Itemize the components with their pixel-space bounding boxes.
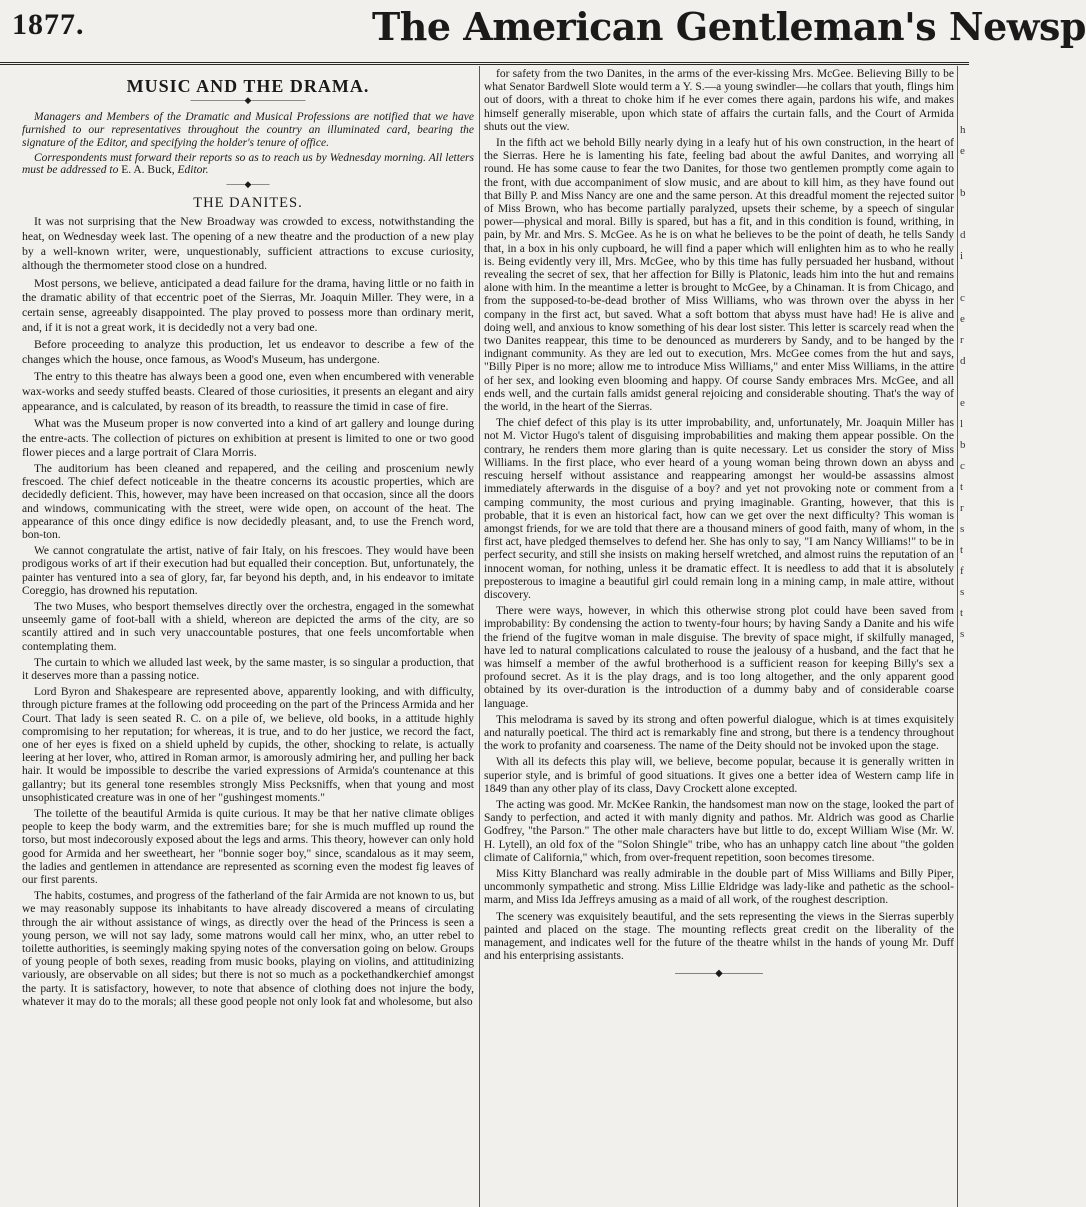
- newspaper-title: The American Gentleman's Newsp: [372, 4, 1086, 49]
- edge-letter: s: [960, 586, 965, 598]
- edge-letter: i: [960, 250, 964, 262]
- notice-text: , Editor.: [171, 164, 209, 177]
- article-body-right: [484, 68, 954, 963]
- article-paragraph: We cannot congratulate the artist, native of fair Italy, on his frescoes. They would have been prodigous works of art if their execution had but equalled their conception. But, unfortunately, the painter has ventured into a sea of glory, far, far beyond his depth, and, in his endeavor to imitate Coreggio, has drowned his reputation.: [22, 545, 474, 597]
- article-paragraph: The curtain to which we alluded last week, by the same master, is so singular a production, that it deserves more than a passing notice.: [22, 656, 474, 682]
- left-column: [22, 68, 474, 1207]
- article-paragraph: What was the Museum proper is now converted into a kind of art gallery and lounge during the entre-acts. The collection of pictures on exhibition at present is limited to one or two good flower pieces and a large portrait of Clara Morris.: [22, 416, 474, 460]
- edge-letter: c: [960, 460, 965, 472]
- edge-letter: d: [960, 355, 966, 367]
- column-rule: [479, 66, 480, 1207]
- edge-letter: [960, 162, 969, 183]
- article-lead: [22, 214, 474, 460]
- article-paragraph: In the fifth act we behold Billy nearly dying in a leafy hut of his own construction, in the heart of the Sierras. Here he is lamenting his fate, feeling bad about the awful Danites, and worrying all round. He has some cause to fear the two Danites, for those two gentlemen promptly come again to the front, with due accompaniment of slow music, and are about to kill him, as they have found out that Billy P. and Miss Nancy are one and the same person. At this dreadful moment the rejected suitor of Miss Brown, who has become partially paralyzed, upsets their scheme, by a speech of singular power—physical and moral. Billy is spared, but has a fit, and in this condition is found, writhing, in pain, by Mr. and Mrs. S. McGee. As he is on what he believes to be the point of death, he tells Sandy that, in a box in his only cupboard, he will find a paper which will enlighten him as to who he really is. Being evidently very ill, Mrs. McGee, who by this time has fully persuaded her husband, without revealing the secret of sex, that her affection for Billy is Platonic, leads him into the hut and remains alone with him. In the meantime a letter is brought to McGee, by a Chinaman. It is from Chicago, and from the supposed-to-be-dead brother of Miss Williams, who was thrown over the abyss in her company in the first act, but saved. What a soft bottom that abyss must have had! He is alive and doing well, and anxious to know something of his dear lost sister. This letter is scarcely read when the two Danites reappear, this time to be denounced as murderers by Sandy, and to be hanged by the indignant community. As they are led out to execution, Mrs. McGee comes from the hut and says, "Billy Piper is no more; allow me to introduce Miss Williams," and enter Miss Williams, in the attire of her sex, and looking even blooming and happy. Of course Sandy embraces Mrs. McGee, and all ends well, and the curtain falls amidst general rejoicing and considerable shouting. That's the way of the world, in the heart of the Sierras.: [484, 137, 954, 414]
- article-paragraph: The scenery was exquisitely beautiful, and the sets representing the views in the Sierras superbly painted and placed on the stage. The mounting reflects great credit on the liberality of the management, and indicates well for the future of the theatre whilst in the hands of young Mr. Duff and his enterprising assistants.: [484, 910, 954, 963]
- masthead: [0, 0, 1086, 65]
- edge-letter: s: [960, 628, 965, 640]
- column-rule: [957, 66, 958, 1207]
- edge-letter: c: [960, 292, 965, 304]
- notice-text: Correspondents must forward their reports so as to reach us by Wednesday morning. All letters must be addressed to: [22, 151, 474, 177]
- edge-letter: [960, 204, 969, 225]
- ornament-divider: ——◆——: [226, 179, 270, 190]
- edge-letter: e: [960, 397, 965, 409]
- end-ornament: ————◆————: [675, 968, 763, 980]
- edge-letter: r: [960, 502, 964, 514]
- article-paragraph: The chief defect of this play is its utter improbability, and, unfortunately, Mr. Joaquin Miller has not M. Victor Hugo's talent of disguising improbabilities and making them appear possible. On the contrary, he renders them more glaring than is quite necessary. Let us consider the story of Miss Williams. In the first place, who ever heard of a young woman being thrown down an abyss and rescuing herself without assistance and reappearing amongst her would-be assassins almost immediately afterwards in the disguise of a boy? and yet not provoking note or comment from a camping community, the most curious and prying imaginable. Granting, however, that this is probable, that it is even an historical fact, how can we get over the next difficulty? This woman is amongst friends, for we are told that there are a thousand miners of good faith, many of whom, in the first act, have pledged themselves to defend her. She has only to say, "I am Nancy Williams!" to be in perfect security, and still she insists on making herself wretched, and almost ruins the reputation of an innocent woman, for nothing, unless it be dramatic effect. It is needless to add that it is absolutely preposterous to imagine a beautiful girl could remain long in a mining camp, in male attire, without discovery.: [484, 417, 954, 601]
- edge-letter: f: [960, 565, 964, 577]
- edge-letter: l: [960, 418, 964, 430]
- section-title: MUSIC AND THE DRAMA.: [126, 76, 370, 96]
- edge-letter: b: [960, 187, 966, 199]
- article-paragraph: There were ways, however, in which this otherwise strong plot could have been saved from improbability: By condensing the action to twenty-four hours; by having Sandy a Danite and his wife the friend of the fugitve woman in male disguise. The brevity of space might, if skilfully managed, have led to natural complications calculated to rouse the jealousy of a husband, and the fact that he was himself a member of the awful brotherhood is a sufficient reason for keeping Billy's sex a profound secret. As it is the play drags, and is too long altogether, and the only apparent good obtained by its over-duration is the introduction of a dummy baby and of considerable coarse language.: [484, 605, 954, 710]
- article-body-left: [22, 463, 474, 1009]
- correspondents-notice: [22, 152, 474, 178]
- edge-letter: d: [960, 229, 966, 241]
- edge-letter: t: [960, 607, 964, 619]
- article-paragraph: The acting was good. Mr. McKee Rankin, the handsomest man now on the stage, looked the part of Sandy to perfection, and acted it with manly dignity and pathos. Mr. Aldrich was good as Charlie Godfrey, "the Parson." The other male characters have but little to do, except William Wise (Mr. W. H. Lytell), an old fox of the "Solon Shingle" tribe, who has an unhappy catch line about "the golden climate of California," which, from over-frequent repetition, soon becomes tiresome.: [484, 798, 954, 864]
- article-paragraph: The entry to this theatre has always been a good one, even when encumbered with venerable wax-works and seedy stuffed beasts. Cleared of those curiosities, it presents an elegant and airy appearance, and is calculated, by reason of its breadth, to reassure the timid in case of fire.: [22, 369, 474, 413]
- article-title: THE DANITES.: [193, 195, 303, 212]
- article-paragraph: Lord Byron and Shakespeare are represented above, apparently looking, and with difficulty, through picture frames at the following odd proceeding on the part of the Princess Armida and her Court. That lady is seen seated R. C. on a pile of, we believe, old books, in a attitude highly compromising to her reputation; for whereas, it is true, and to do her justice, we record the fact, one of her eyes is fixed on a shield upheld by cupids, the other, shocking to relate, is actually leering at her lover, who, attired in Roman armor, is amorously admiring her, and pulling her back hair. It would be impossible to describe the varied expressions of Armida's countenance at this gallantry; but its general tone resembles strongly Miss Pecksniffs, when that young and most unsophisticated creature was in one of her "gushingest moments.": [22, 686, 474, 804]
- edge-letter: [960, 372, 969, 393]
- edge-letter: r: [960, 334, 964, 346]
- ornament-divider: ——————◆——————: [190, 95, 306, 106]
- article-paragraph: With all its defects this play will, we believe, become popular, because it is generally written in superior style, and is brimful of good situations. It gives one a better idea of Western camp life in 1849 than any other play of its class, Davy Crockett alone excepted.: [484, 756, 954, 795]
- editor-name: E. A. Buck: [121, 164, 172, 177]
- article-paragraph: for safety from the two Danites, in the arms of the ever-kissing Mrs. McGee. Believing Billy to be what Senator Bardwell Slote would term a Y. S.—a young swindler—he collars that youth, flings him out of doors, with a threat to choke him if he ever comes there again, pardons his wife, and makes himself generally miserable, upon which state of affairs the curtain falls, and the Court of Armida shuts out the view.: [484, 68, 954, 133]
- article-paragraph: The habits, costumes, and progress of the fatherland of the fair Armida are not known to us, but we may reasonably suppose its inhabitants to have already discovered a means of circulating through the air without assistance of wings, as directly over the head of the Princess is seen a young person, we will not say lady, some matrons would call her minx, who, an utter rebel to toilette authorities, is seemingly making spying notes of the conversation going on below. Groups of young people of both sexes, reading from music books, playing on violins, and attitudinizing variously, are observable on all sides; but there is not so much as a pockethandkerchief amongst the party. It is satisfactory, however, to note that absence of clothing does not injure the body, whatever it may do to the morals; all these good people not only look fat and wholesome, but also: [22, 890, 474, 1008]
- edge-letter: s: [960, 523, 965, 535]
- article-paragraph: This melodrama is saved by its strong and often powerful dialogue, which is at times exquisitely and naturally poetical. The third act is remarkably fine and strong, but there is a tendency throughout the work to profanity and coarseness. The name of the Deity should not be invoked upon the stage.: [484, 713, 954, 753]
- article-paragraph: It was not surprising that the New Broadway was crowded to excess, notwithstanding the heat, on Wednesday week last. The opening of a new theatre and the production of a new play by a well-known writer, were, unquestionably, sufficient attractions to excuse curiosity, although the thermometer stood close on a hundred.: [22, 214, 474, 273]
- article-paragraph: The auditorium has been cleaned and repapered, and the ceiling and proscenium newly frescoed. The chief defect noticeable in the theatre concerns its acoustic properties, which are decidedly deficient. This, however, may have been increased on that occasion, since all the doors and windows, communicating with the street, were wide open, on account of the heat. The appearance of this once dingy edifice is now decidedly pleasant, and, to use the French word, bon-ton.: [22, 462, 474, 541]
- edge-letter: t: [960, 544, 964, 556]
- article-paragraph: Before proceeding to analyze this production, let us endeavor to describe a few of the changes which the house, once famous, as Wood's Museum, has undergone.: [22, 337, 474, 366]
- issue-year: 1877.: [12, 8, 85, 41]
- adjacent-column-fragment: [960, 120, 969, 645]
- editor-notice: Managers and Members of the Dramatic and Musical Professions are notified that we have furnished to our representatives throughout the country an illuminated card, bearing the signature of the Editor, and specifying the holder's tenure of office.: [22, 111, 474, 149]
- right-column: [484, 68, 954, 1207]
- edge-letter: e: [960, 313, 965, 325]
- edge-letter: [960, 267, 969, 288]
- edge-letter: b: [960, 439, 966, 451]
- article-paragraph: The two Muses, who besport themselves directly over the orchestra, engaged in the somewhat unseemly game of foot-ball with a shield, whereon are depicted the arms of the city, are so scantily attired and in such very unaccountable postures, that one feels uncomfortable when contemplating them.: [22, 600, 474, 653]
- edge-letter: e: [960, 145, 965, 157]
- article-paragraph: The toilette of the beautiful Armida is quite curious. It may be that her native climate obliges people to keep the body warm, and the extremities bare; for she is much muffled up round the torso, but most indecorously exposed about the legs and arms. This theory, however can only hold good for Armida and her sweetheart, her "bonnie soger boy," since, scandalous as it may seem, the ladies and gentlemen in attendance are represented as scorning even the modest fig leaves of our first parents.: [22, 807, 474, 886]
- edge-letter: h: [960, 124, 966, 136]
- edge-letter: t: [960, 481, 964, 493]
- article-paragraph: Miss Kitty Blanchard was really admirable in the double part of Miss Williams and Billy Piper, uncommonly sympathetic and strong. Miss Lillie Eldridge was lady-like and pathetic as the school-marm, and Miss Ida Jeffreys amusing as a maid of all work, of the roughest description.: [484, 867, 954, 907]
- article-paragraph: Most persons, we believe, anticipated a dead failure for the drama, having little or no faith in the dramatic ability of that eccentric poet of the Sierras, Mr. Joaquin Miller. They were, in a certain sense, agreeably disappointed. The play proved to possess more than ordinary merit, and, if it is not a great work, it is decidedly not a very bad one.: [22, 275, 474, 334]
